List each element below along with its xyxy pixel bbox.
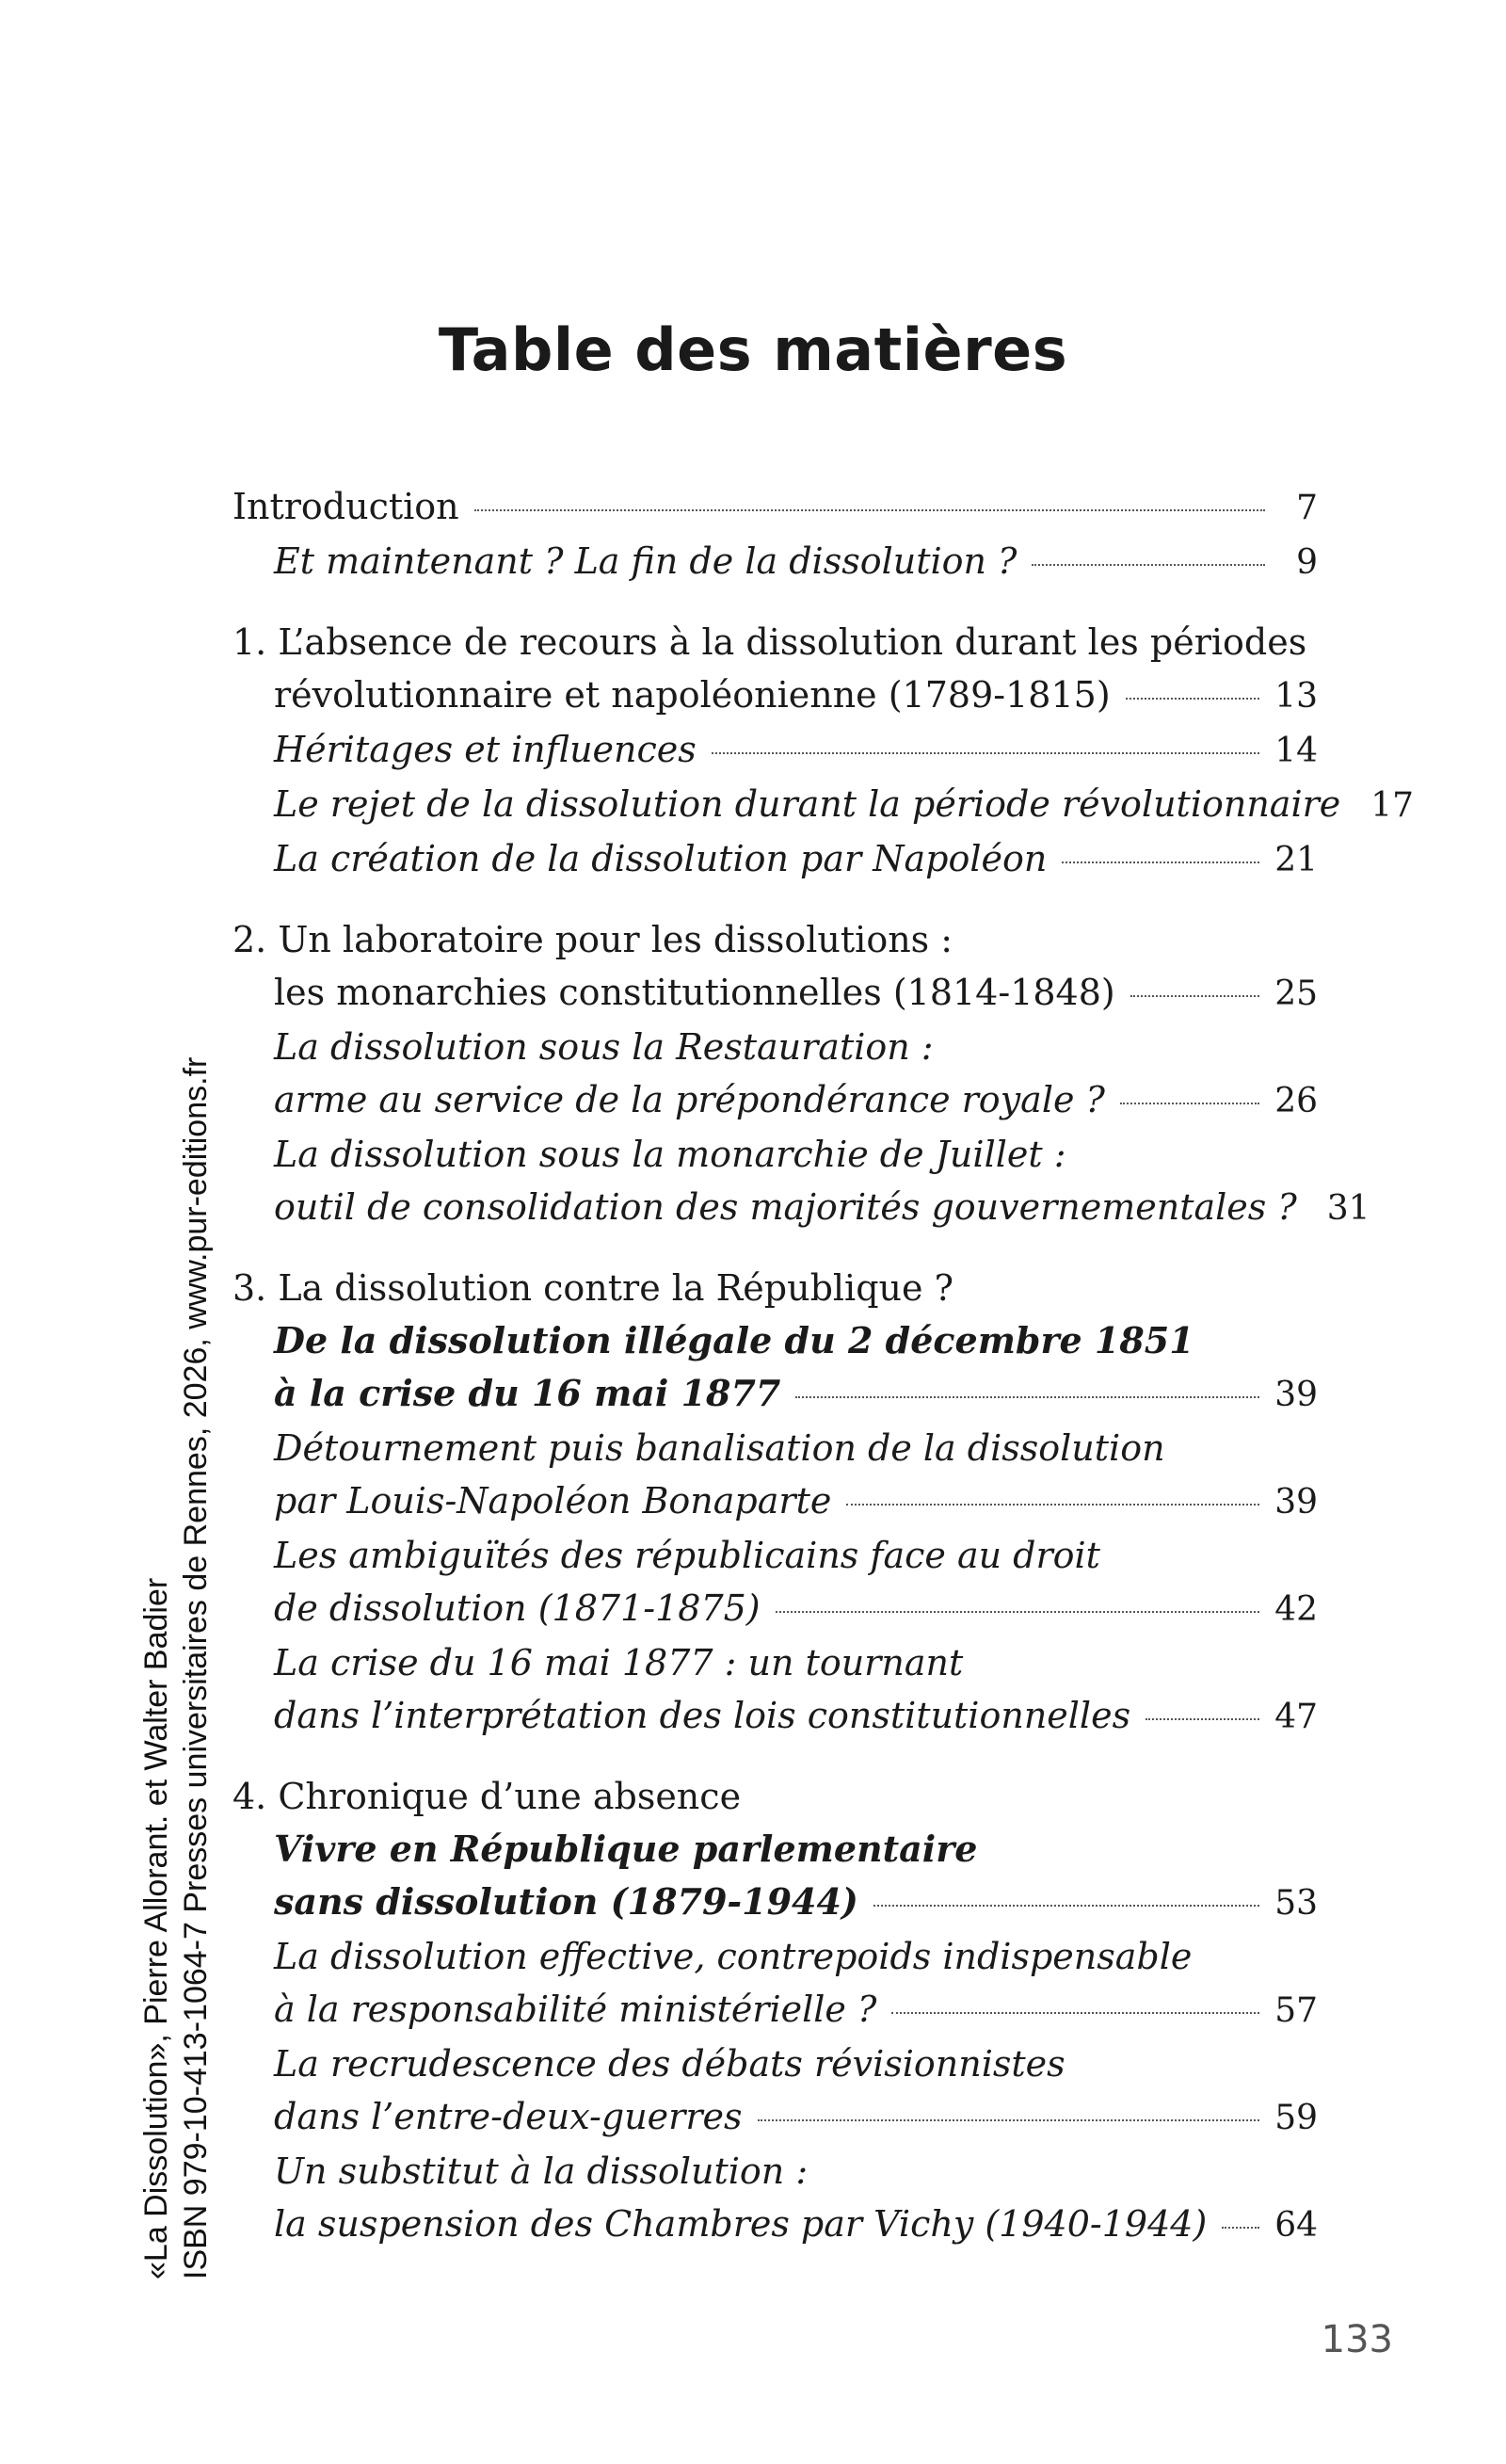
toc-entry [232,778,1415,832]
toc-page-number: 26 [1274,1082,1318,1120]
toc-section [232,1262,1318,1744]
toc-entry-title: outil de consolidation des majorités gouvernementales ? [274,1186,1297,1228]
page-title: Table des matières [438,315,1068,384]
toc-entry [232,1422,1318,1474]
dot-leader [795,1396,1259,1398]
toc-entry [232,668,1318,723]
toc-entry [232,1636,1318,1689]
toc-entry [232,1529,1318,1582]
toc-entry [232,723,1318,778]
toc-entry [232,480,1318,535]
toc-entry [232,535,1318,589]
toc-entry-title: Détournement puis banalisation de la dissolution [274,1427,1165,1469]
toc-entry-title: sans dissolution (1879-1944) [274,1880,858,1923]
dot-leader [712,752,1259,754]
toc-section [232,913,1370,1235]
dot-leader [776,1611,1260,1613]
toc-entry [232,1770,1318,1823]
dot-leader [891,2012,1259,2014]
toc-page-number: 53 [1274,1884,1318,1923]
toc-entry [232,1689,1318,1744]
toc-entry-title: à la crise du 16 mai 1877 [274,1372,781,1414]
copyright-notice [136,1057,216,2279]
dot-leader [1120,1103,1259,1104]
toc-page-number: 47 [1274,1698,1318,1736]
toc-entry-title: Vivre en République parlementaire [274,1828,978,1870]
toc-page-number: 39 [1274,1376,1318,1414]
toc-page-number: 9 [1296,543,1318,582]
toc-entry-title: Héritages et influences [274,729,697,770]
dot-leader [1146,1718,1259,1720]
dot-leader [1062,862,1259,863]
toc-entry-title: La dissolution sous la Restauration : [274,1026,934,1068]
toc-entry-title: La création de la dissolution par Napoléon [274,838,1048,879]
toc-entry [232,1021,1318,1073]
toc-entry [232,1128,1318,1181]
toc-entry-title: arme au service de la prépondérance royale ? [274,1079,1105,1120]
toc-page-number: 64 [1274,2206,1318,2245]
toc-page-number: 42 [1274,1590,1318,1629]
dot-leader [1126,698,1260,700]
toc-entry [232,616,1318,668]
toc-entry-title: de dissolution (1871-1875) [274,1587,761,1629]
toc-entry-title: La recrudescence des débats révisionnistes [274,2043,1065,2085]
dot-leader [1032,564,1265,566]
table-of-contents [232,480,1415,2279]
toc-entry [232,2037,1318,2090]
toc-entry-title: Et maintenant ? La fin de la dissolution ? [274,540,1017,582]
toc-entry [232,2145,1318,2198]
toc-page-number: 14 [1274,732,1318,770]
toc-entry-title: révolutionnaire et napoléonienne (1789-1815) [274,674,1111,716]
toc-entry [232,1073,1318,1128]
toc-section [232,616,1415,887]
dot-leader [1222,2227,1259,2229]
toc-entry [232,2090,1318,2145]
copyright-line-2: ISBN 979-10-413-1064-7 Presses universitaires de Rennes, 2026, www.pur-editions.fr [178,1056,214,2279]
toc-entry-title: 3. La dissolution contre la République ? [232,1267,953,1309]
toc-entry [232,1181,1370,1235]
toc-entry-title: par Louis-Napoléon Bonaparte [274,1480,832,1522]
toc-page-number: 59 [1274,2099,1318,2137]
toc-entry-title: Introduction [232,486,459,527]
toc-entry-title: 2. Un laboratoire pour les dissolutions : [232,919,953,960]
toc-entry-title: à la responsabilité ministérielle ? [274,1989,877,2030]
toc-entry-title: De la dissolution illégale du 2 décembre 1851 [274,1319,1194,1361]
toc-page-number: 25 [1274,974,1318,1013]
toc-entry [232,1262,1318,1314]
toc-section [232,1770,1318,2252]
toc-entry-title: 4. Chronique d’une absence [232,1776,742,1817]
copyright-line-1: «La Dissolution», Pierre Allorant. et Walter Badier [138,1577,174,2279]
toc-entry [232,1474,1318,1529]
toc-entry-title: les monarchies constitutionnelles (1814-1848) [274,972,1115,1013]
toc-entry [232,1983,1318,2037]
toc-section [232,480,1318,589]
toc-entry-title: 1. L’absence de recours à la dissolution durant les périodes [232,621,1307,663]
toc-entry [232,1582,1318,1636]
toc-entry-title: dans l’entre-deux-guerres [274,2096,743,2137]
dot-leader [1130,995,1259,997]
toc-page-number: 13 [1274,677,1318,716]
dot-leader [474,509,1265,511]
toc-entry-title: la suspension des Chambres par Vichy (1940-1944) [274,2203,1208,2245]
toc-entry [232,2198,1318,2252]
toc-page-number: 57 [1274,1991,1318,2030]
toc-entry [232,913,1318,966]
toc-page-number: 17 [1370,786,1415,825]
toc-entry-title: La crise du 16 mai 1877 : un tournant [274,1642,964,1683]
dot-leader [758,2119,1260,2121]
toc-entry-title: La dissolution sous la monarchie de Juillet : [274,1134,1066,1175]
toc-entry-title: Les ambiguïtés des républicains face au droit [274,1535,1100,1576]
toc-entry-title: La dissolution effective, contrepoids indispensable [274,1936,1193,1977]
toc-entry [232,1930,1318,1983]
page-number: 133 [1321,2318,1393,2361]
dot-leader [873,1905,1259,1907]
toc-entry [232,1823,1318,1876]
toc-entry-title: dans l’interprétation des lois constitutionnelles [274,1695,1131,1736]
toc-page-number: 31 [1326,1189,1370,1228]
dot-leader [846,1504,1259,1506]
toc-page-number: 39 [1274,1483,1318,1522]
toc-entry-title: Un substitut à la dissolution : [274,2150,809,2192]
toc-entry [232,966,1318,1021]
toc-page-number: 21 [1274,841,1318,879]
toc-entry [232,1876,1318,1930]
toc-entry [232,1367,1318,1422]
toc-entry [232,1314,1318,1367]
toc-page-number: 7 [1296,489,1318,527]
toc-entry [232,832,1318,887]
toc-entry-title: Le rejet de la dissolution durant la période révolutionnaire [274,783,1341,825]
